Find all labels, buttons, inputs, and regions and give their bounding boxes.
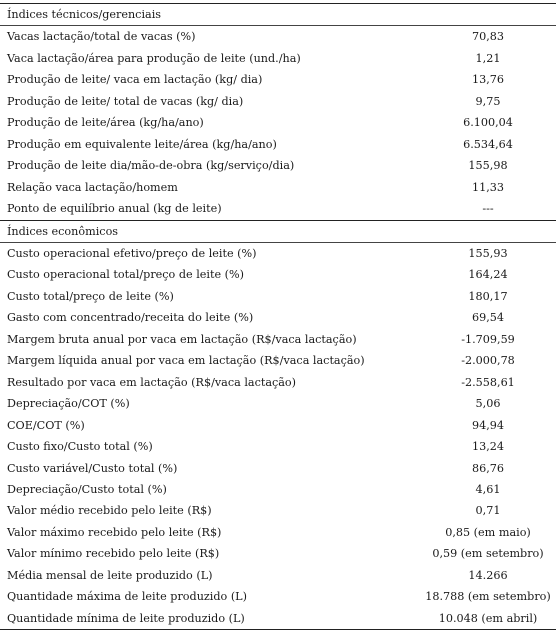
table-row <box>0 350 556 371</box>
table-row <box>0 479 556 500</box>
table-row <box>0 393 556 414</box>
section-title: Índices técnicos/gerenciais <box>0 4 556 26</box>
table-row <box>0 307 556 328</box>
row-value: -1.709,59 <box>461 332 515 346</box>
row-value: 13,76 <box>471 73 505 87</box>
section-header-row <box>0 4 556 26</box>
row-value: 94,94 <box>471 418 505 432</box>
row-value: -2.558,61 <box>461 375 515 389</box>
row-label: Quantidade máxima de leite produzido (L) <box>7 590 247 604</box>
row-label: Valor máximo recebido pelo leite (R$) <box>7 525 222 539</box>
row-label: Vaca lactação/área para produção de leite (und./ha) <box>7 51 301 65</box>
row-label: Valor mínimo recebido pelo leite (R$) <box>7 547 220 561</box>
row-label: Relação vaca lactação/homem <box>7 180 178 194</box>
row-label: Produção de leite/área (kg/ha/ano) <box>7 116 204 130</box>
table-row <box>0 242 556 264</box>
section-header-row <box>0 220 556 242</box>
row-value: 14.266 <box>468 568 508 582</box>
table-row <box>0 500 556 521</box>
row-value: 5,06 <box>475 397 501 411</box>
table-row <box>0 134 556 155</box>
table-row <box>0 112 556 133</box>
row-value: 0,59 (em setembro) <box>432 547 544 561</box>
row-value: 6.100,04 <box>463 116 513 130</box>
table-row <box>0 26 556 48</box>
row-label: Custo operacional total/preço de leite (%) <box>7 268 244 282</box>
row-label: Produção de leite/ vaca em lactação (kg/ dia) <box>7 73 263 87</box>
table-row <box>0 286 556 307</box>
table-row <box>0 543 556 564</box>
row-value: 13,24 <box>471 440 505 454</box>
row-label: Ponto de equilíbrio anual (kg de leite) <box>7 202 222 216</box>
row-value: 10.048 (em abril) <box>376 608 556 630</box>
row-label: Depreciação/COT (%) <box>7 397 130 411</box>
table-row <box>0 69 556 90</box>
row-value: 155,98 <box>468 159 508 173</box>
row-value: 4,61 <box>475 482 501 496</box>
row-label: Quantidade mínima de leite produzido (L) <box>0 608 376 630</box>
row-label: Média mensal de leite produzido (L) <box>7 568 213 582</box>
table-row <box>0 264 556 285</box>
row-value: 18.788 (em setembro) <box>425 590 551 604</box>
row-value: 86,76 <box>471 461 505 475</box>
table-row <box>0 155 556 176</box>
row-label: Custo variável/Custo total (%) <box>7 461 178 475</box>
row-label: Depreciação/Custo total (%) <box>7 482 167 496</box>
table-row <box>0 48 556 69</box>
row-label: Margem líquida anual por vaca em lactação (R$/vaca lactação) <box>7 354 365 368</box>
row-value: -2.000,78 <box>461 354 515 368</box>
table-row <box>0 372 556 393</box>
row-label: Custo total/preço de leite (%) <box>7 289 174 303</box>
row-label: Custo fixo/Custo total (%) <box>7 440 153 454</box>
table-row <box>0 415 556 436</box>
row-label: Margem bruta anual por vaca em lactação (R$/vaca lactação) <box>7 332 357 346</box>
table-row <box>0 522 556 543</box>
table-row <box>0 91 556 112</box>
row-value: 164,24 <box>468 268 508 282</box>
table-row <box>0 436 556 457</box>
table-row <box>0 458 556 479</box>
row-label: COE/COT (%) <box>7 418 85 432</box>
row-label: Custo operacional efetivo/preço de leite (%) <box>7 246 257 260</box>
row-label: Gasto com concentrado/receita do leite (%) <box>7 311 254 325</box>
table-row <box>0 198 556 220</box>
row-value: 155,93 <box>468 246 508 260</box>
section-title: Índices econômicos <box>0 220 556 242</box>
row-value: --- <box>482 202 494 216</box>
row-value: 1,21 <box>475 51 501 65</box>
row-value: 69,54 <box>471 311 505 325</box>
row-value: 9,75 <box>475 94 501 108</box>
row-value: 0,85 (em maio) <box>445 525 531 539</box>
row-label: Produção de leite dia/mão-de-obra (kg/serviço/dia) <box>7 159 295 173</box>
indices-table <box>0 3 556 630</box>
row-label: Resultado por vaca em lactação (R$/vaca lactação) <box>7 375 297 389</box>
indices-table-body <box>0 4 556 630</box>
row-label: Produção de leite/ total de vacas (kg/ dia) <box>7 94 244 108</box>
table-row <box>0 586 556 607</box>
row-label: Produção em equivalente leite/área (kg/ha/ano) <box>7 137 277 151</box>
row-value: 180,17 <box>468 289 508 303</box>
table-row <box>0 565 556 586</box>
row-value: 0,71 <box>475 504 501 518</box>
row-value: 70,83 <box>471 30 505 44</box>
row-value: 11,33 <box>471 180 505 194</box>
table-row <box>0 177 556 198</box>
table-row <box>0 608 556 630</box>
row-value: 6.534,64 <box>463 137 513 151</box>
row-label: Vacas lactação/total de vacas (%) <box>7 30 196 44</box>
row-label: Valor médio recebido pelo leite (R$) <box>7 504 212 518</box>
table-row <box>0 329 556 350</box>
